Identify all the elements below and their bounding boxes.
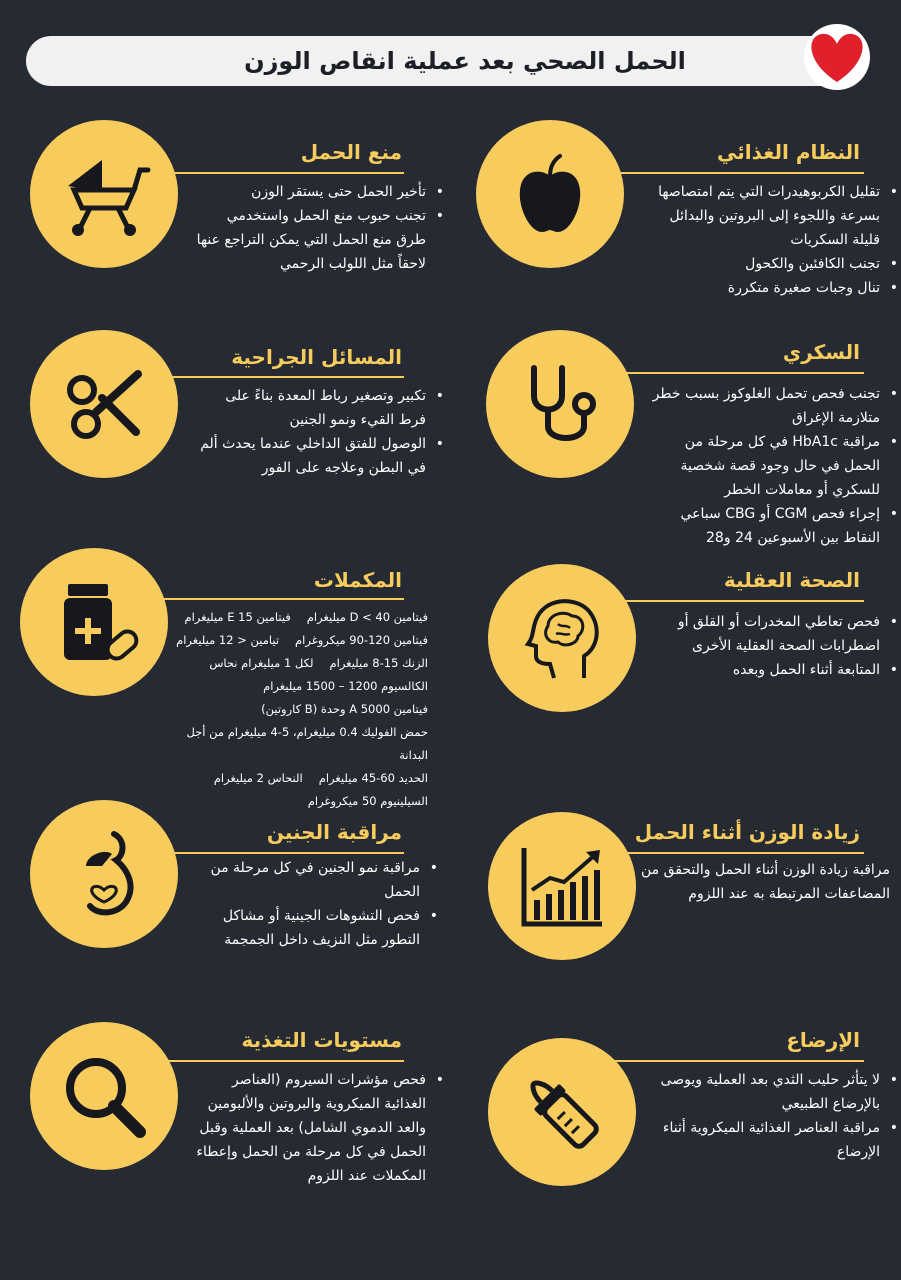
nutrition-list [196,1068,446,1188]
fetal-heading: مراقبة الجنين [266,820,402,844]
scissors-icon [56,356,152,452]
weight-gain-list [640,858,901,906]
supplements-table [156,606,428,813]
list-item: • تنال وجبات صغيرة متكررة [640,276,880,300]
diabetes-heading: السكري [782,340,860,364]
growth-chart-icon [514,838,610,934]
brain-head-icon [514,590,610,686]
mental-rule [624,600,864,602]
supplement-row: الزنك 15-8 ميليغرام لكل 1 ميليغرام نحاس [209,656,428,670]
list-item: • إجراء فحص CGM أو CBG سباعي النقاط بين الأسبوعين 24 و28 [652,502,880,550]
fetal-list [182,856,440,952]
diet-heading: النظام الغذائي [717,140,860,164]
contraception-list [196,180,446,276]
surgical-list [196,384,446,480]
list-item: • مراقبة HbA1c في كل مرحلة من الحمل في حال وجود قصة شخصية للسكري أو معاملات الخطر [652,430,880,502]
breastfeeding-list [652,1068,900,1164]
diabetes-list [652,382,900,550]
list-item: • لا يتأثر حليب الثدي بعد العملية ويوصى بالإرضاع الطبيعي [652,1068,880,1116]
weight-gain-rule [624,852,864,854]
supplements-heading: المكملات [313,568,402,592]
stroller-icon [56,146,152,242]
nutrition-icon-circle [30,1022,178,1170]
list-item: • فحص التشوهات الجينية أو مشاكل التطور مثل النزيف داخل الجمجمة [182,904,420,952]
mental-icon-circle [488,564,636,712]
stethoscope-icon [512,356,608,452]
contraception-icon-circle [30,120,178,268]
supplement-row: حمض الفوليك 0.4 ميليغرام، 5-4 ميليغرام من أجل البدانة [186,725,428,762]
heart-icon [796,22,878,92]
list-item: • تجنب حبوب منع الحمل واستخدمي طرق منع الحمل التي يمكن التراجع عنها لاحقاً مثل اللولب الرحمي [196,204,426,276]
mental-heading: الصحة العقلية [723,568,860,592]
fetal-rule [166,852,404,854]
nutrition-rule [166,1060,404,1062]
weight-gain-heading: زيادة الوزن أثناء الحمل [634,820,860,844]
diet-list [640,180,900,300]
apple-icon [502,146,598,242]
title-bar [26,36,864,86]
list-item: • تكبير وتصغير رباط المعدة بناءً على فرط القيء ونمو الجنين [196,384,426,432]
list-item: • تقليل الكربوهيدرات التي يتم امتصاصها بسرعة واللجوء إلى البروتين والبدائل قليلة السكريات [640,180,880,252]
list-item: • تأخير الحمل حتى يستقر الوزن [196,180,426,204]
nutrition-heading: مستويات التغذية [241,1028,402,1052]
surgical-heading: المسائل الجراحية [231,345,402,369]
breastfeeding-rule [610,1060,864,1062]
surgical-icon-circle [30,330,178,478]
list-item: • مراقبة زيادة الوزن أثناء الحمل والتحقق من المضاعفات المرتبطة به عند اللزوم [640,858,890,906]
diet-icon-circle [476,120,624,268]
breastfeeding-heading: الإرضاع [786,1028,860,1052]
list-item: • مراقبة العناصر الغذائية الميكروية أثناء الإرضاع [652,1116,880,1164]
diet-rule [612,172,864,174]
list-item: • المتابعة أثناء الحمل وبعده [640,658,880,682]
supplements-rule [152,598,404,600]
diabetes-icon-circle [486,330,634,478]
list-item: • فحص تعاطي المخدرات أو القلق أو اضطرابات الصحة العقلية الأخرى [640,610,880,658]
pill-bottle-icon [46,574,142,670]
mental-list [640,610,900,682]
supplement-row: فيتامين A 5000 وحدة (B كاروتين) [261,702,428,716]
list-item: • الوصول للفتق الداخلي عندما يحدث ألم في البطن وعلاجه على الفور [196,432,426,480]
list-item: • تجنب الكافئين والكحول [640,252,880,276]
weight-gain-icon-circle [488,812,636,960]
pregnant-belly-icon [56,826,152,922]
list-item: • فحص مؤشرات السيروم (العناصر الغذائية الميكروية والبروتين والألبومين والعد الدموي الشامل) بعد العملية وقبل الحمل في كل مرحلة من الحمل وإعطاء المكملات عند اللزوم [196,1068,426,1188]
diabetes-rule [620,372,864,374]
baby-bottle-icon [514,1064,610,1160]
list-item: • مراقبة نمو الجنين في كل مرحلة من الحمل [182,856,420,904]
supplement-row: السيلينيوم 50 ميكروغرام [307,794,428,808]
supplement-row: الحديد 60-45 ميليغرام النحاس 2 ميليغرام [213,771,428,785]
list-item: • تجنب فحص تحمل الغلوكوز بسبب خطر متلازمة الإغراق [652,382,880,430]
contraception-rule [166,172,404,174]
surgical-rule [166,376,404,378]
magnifier-icon [56,1048,152,1144]
supplement-row: فيتامين 120-90 ميكروغرام تيامين < 12 ميليغرام [176,633,428,647]
supplement-row: فيتامين D < 40 ميليغرام فيتامين E 15 ميليغرام [184,610,428,624]
page-title: الحمل الصحي بعد عملية انقاص الوزن [244,47,686,75]
contraception-heading: منع الحمل [300,140,402,164]
supplement-row: الكالسيوم 1200 – 1500 ميليغرام [263,679,428,693]
supplements-icon-circle [20,548,168,696]
fetal-icon-circle [30,800,178,948]
